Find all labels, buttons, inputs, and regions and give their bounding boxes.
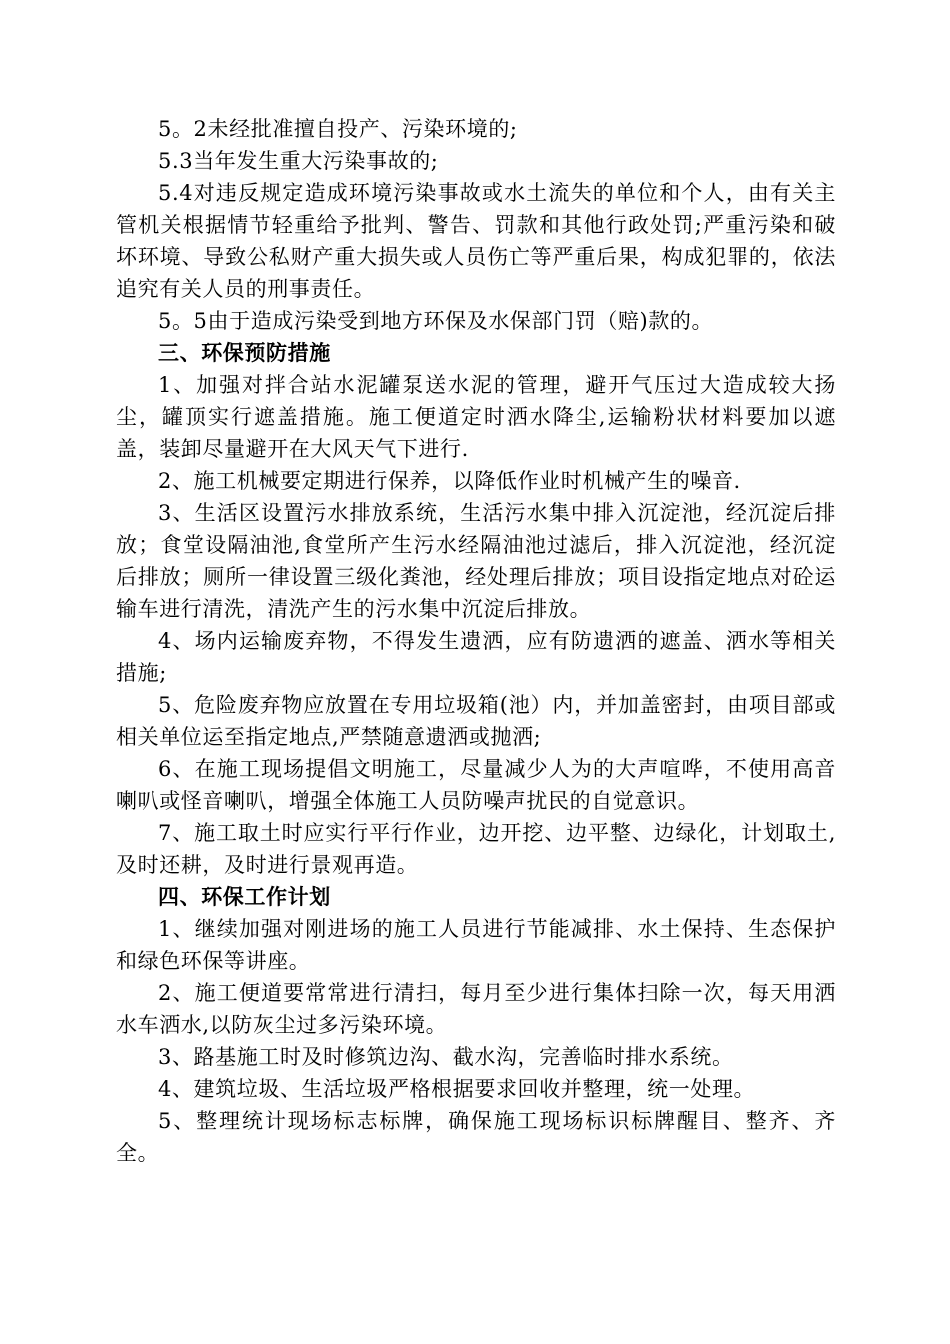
document-page bbox=[116, 113, 836, 1169]
prevention-item-3: 3、生活区设置污水排放系统，生活污水集中排入沉淀池，经沉淀后排放；食堂设隔油池,食堂所产生污水经隔油池过滤后，排入沉淀池，经沉淀后排放；厕所一律设置三级化粪池，经处理后排放；项目设指定地点对砼运输车进行清洗，清洗产生的污水集中沉淀后排放。 bbox=[116, 501, 836, 621]
prevention-item-6: 6、在施工现场提倡文明施工，尽量减少人为的大声喧哗，不使用高音喇叭或怪音喇叭，增强全体施工人员防噪声扰民的自觉意识。 bbox=[116, 757, 836, 813]
section-three-heading: 三、环保预防措施 bbox=[158, 341, 331, 365]
clause-5-3: 5.3当年发生重大污染事故的; bbox=[158, 149, 439, 173]
prevention-item-1: 1、加强对拌合站水泥罐泵送水泥的管理，避开气压过大造成较大扬尘，罐顶实行遮盖措施。施工便道定时洒水降尘,运输粉状材料要加以遮盖，装卸尽量避开在大风天气下进行. bbox=[116, 373, 836, 461]
clause-5-4: 5.4对违反规定造成环境污染事故或水土流失的单位和个人，由有关主管机关根据情节轻重给予批判、警告、罚款和其他行政处罚;严重污染和破坏环境、导致公私财产重大损失或人员伤亡等严重后果，构成犯罪的，依法追究有关人员的刑事责任。 bbox=[116, 181, 836, 301]
prevention-item-4: 4、场内运输废弃物，不得发生遗洒，应有防遗洒的遮盖、洒水等相关措施; bbox=[116, 629, 836, 685]
clause-5-5: 5。5由于造成污染受到地方环保及水保部门罚（赔)款的。 bbox=[158, 309, 714, 333]
plan-item-1: 1、继续加强对刚进场的施工人员进行节能减排、水土保持、生态保护和绿色环保等讲座。 bbox=[116, 917, 836, 973]
prevention-item-7: 7、施工取土时应实行平行作业，边开挖、边平整、边绿化，计划取土,及时还耕，及时进行景观再造。 bbox=[116, 821, 836, 877]
plan-item-3: 3、路基施工时及时修筑边沟、截水沟，完善临时排水系统。 bbox=[158, 1045, 734, 1069]
prevention-item-2: 2、施工机械要定期进行保养，以降低作业时机械产生的噪音. bbox=[158, 469, 741, 493]
plan-item-2: 2、施工便道要常常进行清扫，每月至少进行集体扫除一次，每天用洒水车洒水,以防灰尘过多污染环境。 bbox=[116, 981, 836, 1037]
prevention-item-5: 5、危险废弃物应放置在专用垃圾箱(池）内，并加盖密封，由项目部或相关单位运至指定地点,严禁随意遗洒或抛洒; bbox=[116, 693, 836, 749]
clause-5-2: 5。2未经批准擅自投产、污染环境的; bbox=[158, 117, 518, 141]
plan-item-5: 5、整理统计现场标志标牌，确保施工现场标识标牌醒目、整齐、齐全。 bbox=[116, 1109, 836, 1165]
section-four-heading: 四、环保工作计划 bbox=[158, 885, 331, 909]
plan-item-4: 4、建筑垃圾、生活垃圾严格根据要求回收并整理，统一处理。 bbox=[158, 1077, 756, 1101]
